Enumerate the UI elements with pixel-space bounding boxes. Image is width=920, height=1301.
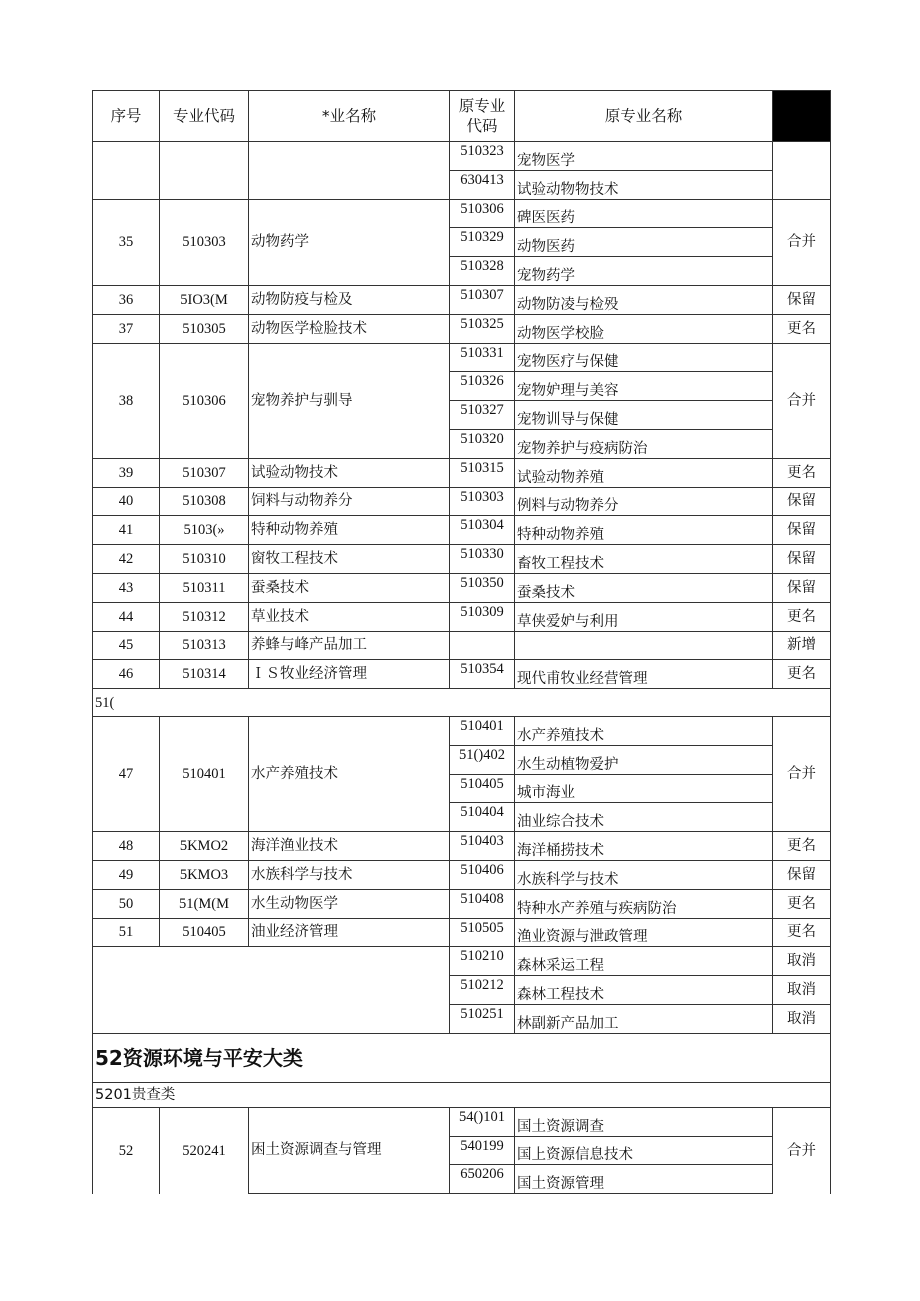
orig-name-cell: 宠物训导与保健 bbox=[515, 401, 773, 430]
table-row bbox=[93, 458, 831, 487]
table-row bbox=[93, 142, 831, 171]
orig-code-cell: 510327 bbox=[450, 401, 515, 430]
orig-name-cell: 城市海业 bbox=[515, 774, 773, 803]
table-row bbox=[93, 285, 831, 314]
orig-code-cell: 510315 bbox=[450, 458, 515, 487]
table-row bbox=[93, 199, 831, 228]
seq-cell: 38 bbox=[93, 343, 160, 458]
action-cell: 保留 bbox=[773, 545, 831, 574]
orig-name-cell: 森林工程技术 bbox=[515, 976, 773, 1005]
orig-name-cell: 例料与动物养分 bbox=[515, 487, 773, 516]
table-row bbox=[93, 947, 831, 976]
name-cell: 蚕桑技术 bbox=[249, 573, 450, 602]
code-cell: 510314 bbox=[160, 660, 249, 689]
empty-merged-cell bbox=[93, 947, 450, 1033]
orig-name-cell: 宠物医疗与保健 bbox=[515, 343, 773, 372]
orig-name-cell: 水生动植物爱护 bbox=[515, 745, 773, 774]
orig-code-cell: 510323 bbox=[450, 142, 515, 171]
name-cell: 养蜂与峰产品加工 bbox=[249, 631, 450, 660]
orig-code-cell: 510408 bbox=[450, 889, 515, 918]
name-cell: 饲料与动物养分 bbox=[249, 487, 450, 516]
name-cell: 动物药学 bbox=[249, 199, 450, 285]
code-cell: 510401 bbox=[160, 716, 249, 831]
code-cell: 510303 bbox=[160, 199, 249, 285]
orig-name-cell: 渔业资源与泄政管理 bbox=[515, 918, 773, 947]
orig-name-cell: 试验动物物技术 bbox=[515, 170, 773, 199]
orig-code-cell bbox=[450, 631, 515, 660]
orig-code-cell: 510406 bbox=[450, 860, 515, 889]
name-cell: 油业经济管理 bbox=[249, 918, 450, 947]
orig-code-cell: 510212 bbox=[450, 976, 515, 1005]
seq-cell: 44 bbox=[93, 602, 160, 631]
orig-code-cell: 510210 bbox=[450, 947, 515, 976]
orig-name-cell: 动物医药 bbox=[515, 228, 773, 257]
orig-name-cell: 蚕桑技术 bbox=[515, 573, 773, 602]
orig-code-cell: 510331 bbox=[450, 343, 515, 372]
header-orig-name: 原专业名称 bbox=[515, 91, 773, 142]
orig-code-cell: 510505 bbox=[450, 918, 515, 947]
action-cell: 更名 bbox=[773, 458, 831, 487]
seq-cell: 37 bbox=[93, 314, 160, 343]
orig-code-cell: 510320 bbox=[450, 429, 515, 458]
orig-name-cell: 畜牧工程技术 bbox=[515, 545, 773, 574]
orig-name-cell: 动物医学校脸 bbox=[515, 314, 773, 343]
orig-name-cell: 草侠爱妒与利用 bbox=[515, 602, 773, 631]
action-cell: 更名 bbox=[773, 889, 831, 918]
code-cell: 510312 bbox=[160, 602, 249, 631]
table-header bbox=[93, 91, 831, 142]
orig-name-cell: 宠物养护与疫病防治 bbox=[515, 429, 773, 458]
seq-cell: 50 bbox=[93, 889, 160, 918]
header-name: *业名称 bbox=[249, 91, 450, 142]
name-cell: 水族科学与技术 bbox=[249, 860, 450, 889]
name-cell: 试验动物技术 bbox=[249, 458, 450, 487]
code-cell: 510405 bbox=[160, 918, 249, 947]
table-row bbox=[93, 573, 831, 602]
orig-name-cell: 国上资源信息技术 bbox=[515, 1136, 773, 1165]
seq-cell: 42 bbox=[93, 545, 160, 574]
code-cell: 51(M(M bbox=[160, 889, 249, 918]
orig-name-cell: 水产养殖技术 bbox=[515, 716, 773, 745]
action-cell: 更名 bbox=[773, 602, 831, 631]
table-row bbox=[93, 516, 831, 545]
table-row bbox=[93, 314, 831, 343]
table-row bbox=[93, 918, 831, 947]
action-cell: 保留 bbox=[773, 573, 831, 602]
subcategory-label: 5201贵查类 bbox=[93, 1082, 831, 1107]
seq-cell: 40 bbox=[93, 487, 160, 516]
code-cell: 5KMO3 bbox=[160, 860, 249, 889]
seq-cell: 35 bbox=[93, 199, 160, 285]
action-cell: 合并 bbox=[773, 1107, 831, 1193]
orig-name-cell: 水族科学与技术 bbox=[515, 860, 773, 889]
table-row bbox=[93, 631, 831, 660]
name-cell: 困土资源调查与管理 bbox=[249, 1107, 450, 1193]
action-cell: 保留 bbox=[773, 516, 831, 545]
action-cell: 保留 bbox=[773, 285, 831, 314]
header-code: 专业代码 bbox=[160, 91, 249, 142]
name-cell: 宠物养护与驯导 bbox=[249, 343, 450, 458]
orig-name-cell: 宠物医学 bbox=[515, 142, 773, 171]
orig-code-cell: 510330 bbox=[450, 545, 515, 574]
table-row bbox=[93, 1107, 831, 1136]
table-row bbox=[93, 660, 831, 689]
action-cell: 合并 bbox=[773, 199, 831, 285]
orig-code-cell: 51()402 bbox=[450, 745, 515, 774]
name-cell: 动物医学检脸技术 bbox=[249, 314, 450, 343]
name-cell: 窗牧工程技术 bbox=[249, 545, 450, 574]
seq-cell: 51 bbox=[93, 918, 160, 947]
header-orig-code: 原专业代码 bbox=[450, 91, 515, 142]
orig-code-cell: 510304 bbox=[450, 516, 515, 545]
orig-code-cell: 510306 bbox=[450, 199, 515, 228]
orig-code-cell: 510403 bbox=[450, 832, 515, 861]
code-cell: 510310 bbox=[160, 545, 249, 574]
code-cell: 520241 bbox=[160, 1107, 249, 1193]
orig-code-cell: 650206 bbox=[450, 1165, 515, 1194]
action-cell: 保留 bbox=[773, 487, 831, 516]
orig-name-cell: 碑医医药 bbox=[515, 199, 773, 228]
code-cell: 510311 bbox=[160, 573, 249, 602]
category-row bbox=[93, 689, 831, 717]
name-cell: 水生动物医学 bbox=[249, 889, 450, 918]
code-cell: 5103(» bbox=[160, 516, 249, 545]
table-row bbox=[93, 602, 831, 631]
category-title: 52资源环境与平安大类 bbox=[93, 1033, 831, 1082]
name-cell: ＩＳ牧业经济管理 bbox=[249, 660, 450, 689]
orig-name-cell: 林副新产品加工 bbox=[515, 1004, 773, 1033]
seq-cell: 52 bbox=[93, 1107, 160, 1193]
orig-code-cell: 510251 bbox=[450, 1004, 515, 1033]
table-row bbox=[93, 889, 831, 918]
orig-name-cell bbox=[515, 631, 773, 660]
action-cell: 新增 bbox=[773, 631, 831, 660]
seq-cell: 39 bbox=[93, 458, 160, 487]
orig-name-cell: 动物防凌与检殁 bbox=[515, 285, 773, 314]
orig-code-cell: 510405 bbox=[450, 774, 515, 803]
orig-code-cell: 510307 bbox=[450, 285, 515, 314]
seq-cell: 49 bbox=[93, 860, 160, 889]
table-row bbox=[93, 343, 831, 372]
code-cell: 510306 bbox=[160, 343, 249, 458]
table-row bbox=[93, 832, 831, 861]
orig-code-cell: 510309 bbox=[450, 602, 515, 631]
orig-name-cell: 特种水产养殖与疾病防治 bbox=[515, 889, 773, 918]
document-page bbox=[92, 90, 831, 1194]
orig-code-cell: 510326 bbox=[450, 372, 515, 401]
category-label: 51( bbox=[93, 689, 831, 717]
seq-cell: 36 bbox=[93, 285, 160, 314]
table-row bbox=[93, 545, 831, 574]
orig-name-cell: 国土资源管理 bbox=[515, 1165, 773, 1194]
name-cell bbox=[249, 142, 450, 200]
orig-code-cell: 510354 bbox=[450, 660, 515, 689]
orig-code-cell: 630413 bbox=[450, 170, 515, 199]
seq-cell: 47 bbox=[93, 716, 160, 831]
table-row bbox=[93, 716, 831, 745]
header-action-blackout bbox=[773, 91, 831, 142]
code-cell bbox=[160, 142, 249, 200]
seq-cell: 46 bbox=[93, 660, 160, 689]
orig-name-cell: 国土资源调查 bbox=[515, 1107, 773, 1136]
orig-name-cell: 森林采运工程 bbox=[515, 947, 773, 976]
orig-code-cell: 54()101 bbox=[450, 1107, 515, 1136]
seq-cell: 45 bbox=[93, 631, 160, 660]
orig-name-cell: 特种动物养殖 bbox=[515, 516, 773, 545]
orig-name-cell: 试验动物养殖 bbox=[515, 458, 773, 487]
action-cell: 合并 bbox=[773, 343, 831, 458]
code-cell: 510307 bbox=[160, 458, 249, 487]
category-row bbox=[93, 1033, 831, 1082]
code-cell: 510308 bbox=[160, 487, 249, 516]
action-cell: 取消 bbox=[773, 1004, 831, 1033]
action-cell: 更名 bbox=[773, 832, 831, 861]
orig-name-cell: 宠物药学 bbox=[515, 257, 773, 286]
action-cell: 保留 bbox=[773, 860, 831, 889]
action-cell bbox=[773, 142, 831, 200]
orig-code-cell: 510401 bbox=[450, 716, 515, 745]
seq-cell bbox=[93, 142, 160, 200]
header-seq: 序号 bbox=[93, 91, 160, 142]
orig-code-cell: 510328 bbox=[450, 257, 515, 286]
subcategory-row bbox=[93, 1082, 831, 1107]
action-cell: 更名 bbox=[773, 918, 831, 947]
orig-code-cell: 510303 bbox=[450, 487, 515, 516]
orig-name-cell: 海洋桶捞技术 bbox=[515, 832, 773, 861]
table-row bbox=[93, 487, 831, 516]
orig-code-cell: 540199 bbox=[450, 1136, 515, 1165]
name-cell: 动物防疫与检及 bbox=[249, 285, 450, 314]
orig-name-cell: 油业综合技术 bbox=[515, 803, 773, 832]
name-cell: 海洋渔业技术 bbox=[249, 832, 450, 861]
action-cell: 取消 bbox=[773, 947, 831, 976]
code-cell: 510313 bbox=[160, 631, 249, 660]
major-table bbox=[92, 90, 831, 1194]
table-row bbox=[93, 860, 831, 889]
name-cell: 特种动物养殖 bbox=[249, 516, 450, 545]
name-cell: 草业技术 bbox=[249, 602, 450, 631]
code-cell: 5IO3(M bbox=[160, 285, 249, 314]
action-cell: 合并 bbox=[773, 716, 831, 831]
action-cell: 取消 bbox=[773, 976, 831, 1005]
code-cell: 5KMO2 bbox=[160, 832, 249, 861]
action-cell: 更名 bbox=[773, 314, 831, 343]
orig-code-cell: 510329 bbox=[450, 228, 515, 257]
seq-cell: 48 bbox=[93, 832, 160, 861]
orig-code-cell: 510350 bbox=[450, 573, 515, 602]
seq-cell: 43 bbox=[93, 573, 160, 602]
orig-name-cell: 宠物妒理与美容 bbox=[515, 372, 773, 401]
orig-code-cell: 510325 bbox=[450, 314, 515, 343]
orig-code-cell: 510404 bbox=[450, 803, 515, 832]
orig-name-cell: 现代甫牧业经营管理 bbox=[515, 660, 773, 689]
code-cell: 510305 bbox=[160, 314, 249, 343]
action-cell: 更名 bbox=[773, 660, 831, 689]
seq-cell: 41 bbox=[93, 516, 160, 545]
name-cell: 水产养殖技术 bbox=[249, 716, 450, 831]
